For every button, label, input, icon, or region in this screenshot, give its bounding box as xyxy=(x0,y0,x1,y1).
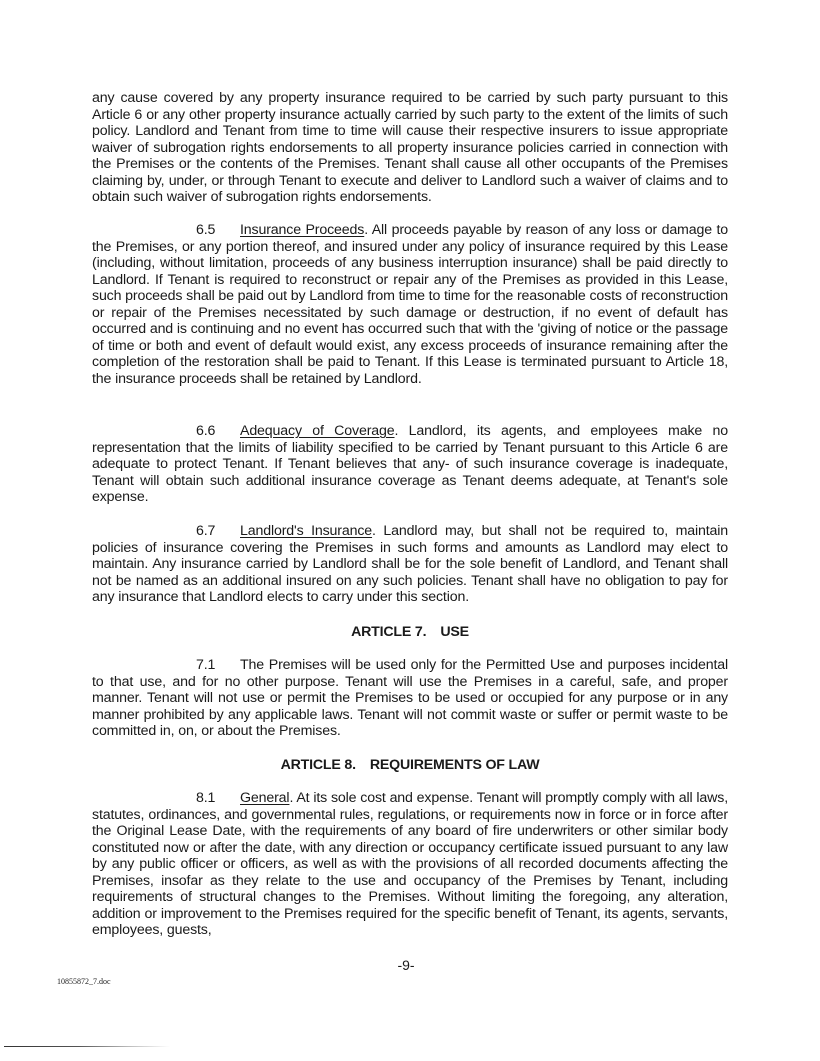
section-6-7 xyxy=(92,523,728,606)
section-8-1 xyxy=(92,790,728,939)
section-text: . At its sole cost and expense. Tenant will promptly comply with all laws, statutes, ordinances, and governmental rules, regulations, or requirements now in force or in force after the Original Lease Date, with the requirements of any board of fire underwriters or other similar body constituted now or after the date, with any direction or occupancy certificate issued pursuant to any law by any public officer or officers, as well as with the provisions of all recorded documents affecting the Premises, insofar as they relate to the use and occupancy of the Premises by Tenant, including requirements of structural changes to the Premises. Without limiting the foregoing, any alteration, addition or improvement to the Premises required for the specific benefit of Tenant, its agents, servants, employees, guests, xyxy=(92,790,728,938)
section-text: . Landlord, its agents, and employees make no representation that the limits of liability specified to be carried by Tenant pursuant to this Article 6 are adequate to protect Tenant. If Tenant believes that any- of such insurance coverage is inadequate, Tenant will obtain such additional insurance coverage as Tenant deems adequate, at Tenant's sole expense. xyxy=(92,423,728,505)
section-number: 6.7 xyxy=(196,523,216,539)
section-text: . All proceeds payable by reason of any loss or damage to the Premises, or any portion thereof, and insured under any policy of insurance required by this Lease (including, without limitation, proceeds of any business interruption insurance) shall be paid directly to Landlord. If Tenant is required to reconstruct or repair any of the Premises as provided in this Lease, such proceeds shall be paid out by Landlord from time to time for the reasonable costs of reconstruction or repair of the Premises necessitated by such damage or destruction, if no event of default has occurred and is continuing and no event has occurred such that with the 'giving of notice or the passage of time or both and event of default would exist, any excess proceeds of insurance remaining after the completion of the restoration shall be paid to Tenant. If this Lease is terminated pursuant to Article 18, the insurance proceeds shall be retained by Landlord. xyxy=(92,222,728,387)
section-number: 6.6 xyxy=(196,423,216,439)
section-number: 8.1 xyxy=(196,790,216,806)
article-label: ARTICLE 8. xyxy=(280,757,356,773)
footer-rule xyxy=(4,1046,170,1047)
continuation-paragraph: any cause covered by any property insurance required to be carried by such party pursuant to this Article 6 or any other property insurance actually carried by such party to the extent of the limits of such policy. Landlord and Tenant from time to time will cause their respective insurers to issue appropriate waiver of subrogation rights endorsements to all property insurance policies carried in connection with the Premises or the contents of the Premises. Tenant shall cause all other occupants of the Premises claiming by, under, or through Tenant to execute and deliver to Landlord such a waiver of claims and to obtain such waiver of subrogation rights endorsements. xyxy=(92,90,728,205)
article-7-heading xyxy=(92,624,728,640)
section-caption: Adequacy of Coverage xyxy=(240,423,395,439)
section-7-1 xyxy=(92,657,728,740)
section-6-5 xyxy=(92,222,728,387)
section-number: 6.5 xyxy=(196,222,216,238)
continuation-paragraph-block xyxy=(92,90,728,206)
article-8-heading xyxy=(92,757,728,773)
section-text: The Premises will be used only for the Permitted Use and purposes incidental to that use, and for no other purpose. Tenant will use the Premises in a careful, safe, and proper manner. Tenant will not use or permit the Premises to be used or occupied for any purpose or in any manner prohibited by any applicable laws. Tenant will not commit waste or suffer or permit waste to be committed in, on, or about the Premises. xyxy=(92,657,728,739)
section-text: . Landlord may, but shall not be required to, maintain policies of insurance covering the Premises in such forms and amounts as Landlord may elect to maintain. Any insurance carried by Landlord shall be for the sole benefit of Landlord, and Tenant shall not be named as an additional insured on any such policies. Tenant shall have no obligation to pay for any insurance that Landlord elects to carry under this section. xyxy=(92,523,728,605)
article-label: ARTICLE 7. xyxy=(351,624,427,640)
section-6-6 xyxy=(92,423,728,506)
document-id: 10855872_7.doc xyxy=(57,977,111,986)
section-caption: General xyxy=(240,790,290,806)
section-caption: Insurance Proceeds xyxy=(240,222,365,238)
section-caption: Landlord's Insurance xyxy=(240,523,373,539)
page-number: -9- xyxy=(397,957,415,973)
article-title: USE xyxy=(440,624,469,640)
section-number: 7.1 xyxy=(196,657,216,673)
article-title: REQUIREMENTS OF LAW xyxy=(369,757,540,773)
